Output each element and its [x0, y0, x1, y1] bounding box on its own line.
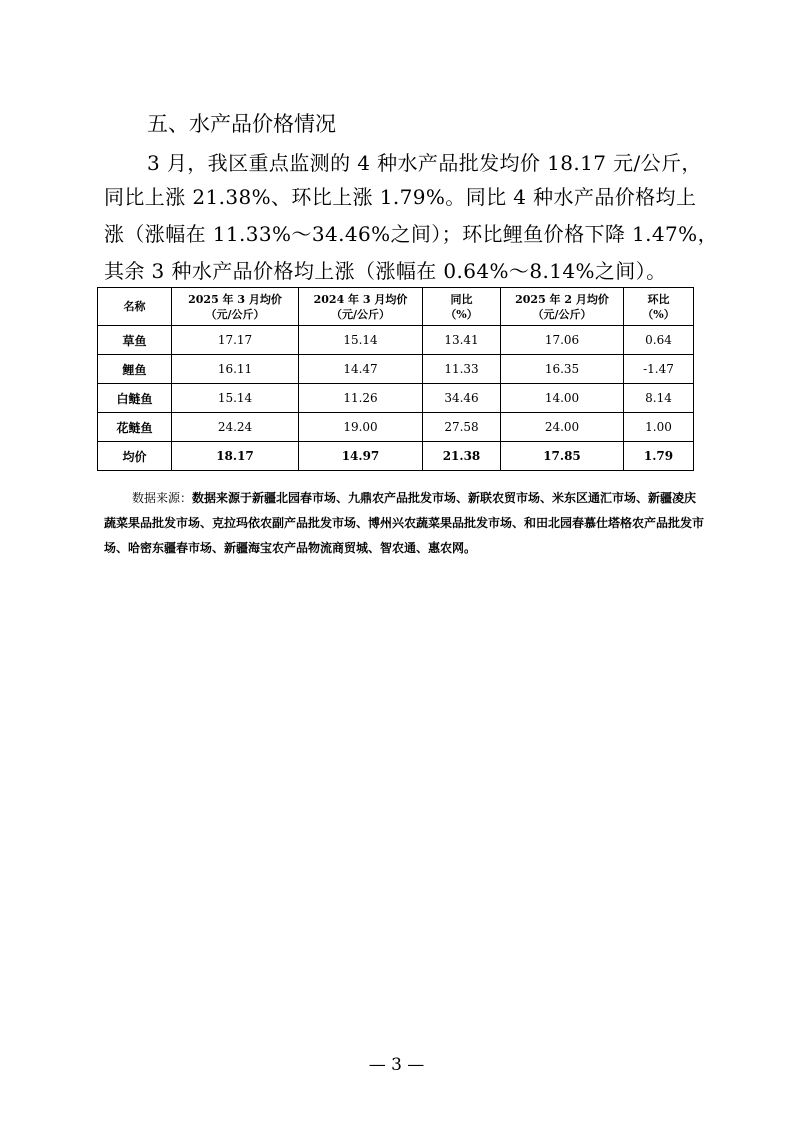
section-heading: 五、水产品价格情况	[147, 112, 336, 136]
table-cell: 白鲢鱼	[98, 384, 172, 413]
table-cell: 13.41	[423, 326, 501, 355]
table-cell: 18.17	[172, 442, 299, 471]
table-cell: 27.58	[423, 413, 501, 442]
data-source-text: 数据来源于新疆北园春市场、九鼎农产品批发市场、新联农贸市场、米东区通汇市场、新疆凌庆蔬菜果品批发市场、克拉玛依农副产品批发市场、博州兴农蔬菜果品批发市场、和田北园春慕仕塔格农产品批发市场、哈密东疆春市场、新疆海宝农产品物流商贸城、智农通、惠农网。	[104, 491, 705, 555]
table-cell: 1.79	[624, 442, 694, 471]
header-2025-mar: 2025 年 3 月均价 （元/公斤）	[172, 288, 299, 326]
table-row	[98, 384, 694, 413]
table-cell: 24.00	[501, 413, 624, 442]
paragraph-line-1: 3 月，我区重点监测的 4 种水产品批发均价 18.17 元/公斤，	[147, 151, 702, 175]
table-cell: 14.97	[299, 442, 423, 471]
table-cell: 17.06	[501, 326, 624, 355]
table-row	[98, 326, 694, 355]
table-cell: 16.35	[501, 355, 624, 384]
header-2024-mar: 2024 年 3 月均价 （元/公斤）	[299, 288, 423, 326]
table-cell: 17.85	[501, 442, 624, 471]
table-cell: 11.33	[423, 355, 501, 384]
header-name: 名称	[98, 288, 172, 326]
table-cell: 草鱼	[98, 326, 172, 355]
header-2025-feb: 2025 年 2 月均价 （元/公斤）	[501, 288, 624, 326]
table-cell: 1.00	[624, 413, 694, 442]
data-source-label: 数据来源：	[132, 491, 193, 505]
aquatic-price-table	[97, 287, 694, 471]
table-cell: 0.64	[624, 326, 694, 355]
table-row	[98, 355, 694, 384]
table-cell: 17.17	[172, 326, 299, 355]
table-cell: 15.14	[172, 384, 299, 413]
table-cell: 16.11	[172, 355, 299, 384]
table-cell: 鲤鱼	[98, 355, 172, 384]
header-mom: 环比 （%）	[624, 288, 694, 326]
header-yoy: 同比 （%）	[423, 288, 501, 326]
table-cell: 花鲢鱼	[98, 413, 172, 442]
table-row	[98, 413, 694, 442]
data-source-note	[104, 486, 704, 561]
table-cell: 19.00	[299, 413, 423, 442]
paragraph-line-3: 涨（涨幅在 11.33%～34.46%之间）；环比鲤鱼价格下降 1.47%，	[104, 222, 718, 246]
table-cell: 14.47	[299, 355, 423, 384]
table-cell: 24.24	[172, 413, 299, 442]
table-header-row	[98, 288, 694, 326]
table-cell: -1.47	[624, 355, 694, 384]
table-cell: 15.14	[299, 326, 423, 355]
table-cell: 21.38	[423, 442, 501, 471]
page-number: — 3 —	[368, 1055, 425, 1075]
table-cell: 8.14	[624, 384, 694, 413]
table-cell: 14.00	[501, 384, 624, 413]
paragraph-line-4: 其余 3 种水产品价格均上涨（涨幅在 0.64%～8.14%之间）。	[104, 259, 667, 283]
table-cell: 均价	[98, 442, 172, 471]
paragraph-line-2: 同比上涨 21.38%、环比上涨 1.79%。同比 4 种水产品价格均上	[104, 185, 697, 209]
table-average-row	[98, 442, 694, 471]
table-cell: 11.26	[299, 384, 423, 413]
table-cell: 34.46	[423, 384, 501, 413]
